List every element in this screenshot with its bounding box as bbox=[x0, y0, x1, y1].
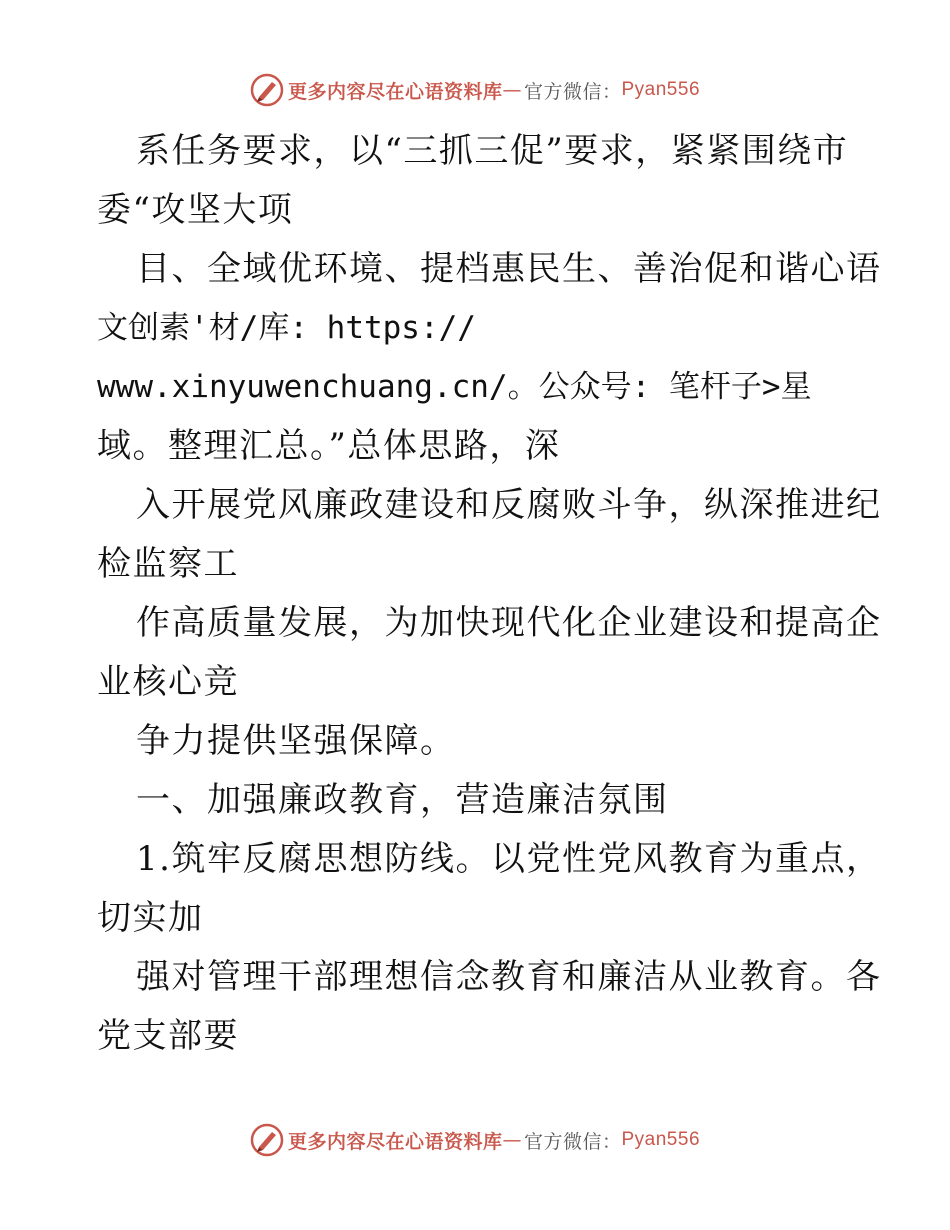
text-line: 强对管理干部理想信念教育和廉洁从业教育。各 bbox=[136, 957, 882, 997]
text-line: 争力提供坚强保障。 bbox=[136, 721, 456, 761]
text-line: www.xinyuwenchuang.cn/。公众号: 笔杆子>星 bbox=[97, 369, 812, 405]
text-line: 切实加 bbox=[97, 898, 204, 938]
text-line: 一、加强廉政教育，营造廉洁氛围 bbox=[136, 780, 669, 820]
watermark-dash: — bbox=[502, 79, 522, 101]
text-line: 系任务要求，以“三抓三促”要求，紧紧围绕市 bbox=[136, 131, 849, 171]
text-line: 入开展党风廉政建设和反腐败斗争，纵深推进纪 bbox=[136, 485, 882, 525]
watermark-wechat-id: Pyan556 bbox=[621, 1129, 701, 1150]
text-line: 1.筑牢反腐思想防线。以党性党风教育为重点， bbox=[136, 839, 882, 879]
text-line: 目、全域优环境、提档惠民生、善治促和谐心语 bbox=[136, 249, 882, 289]
watermark-wechat-id: Pyan556 bbox=[621, 79, 701, 100]
watermark-wechat-label: 官方微信： bbox=[523, 1130, 622, 1153]
text-line: 党支部要 bbox=[97, 1016, 239, 1056]
text-line: 检监察工 bbox=[97, 544, 239, 584]
text-line: 委“攻坚大项 bbox=[97, 190, 294, 230]
pen-logo-icon bbox=[250, 73, 284, 107]
footer-watermark bbox=[0, 1120, 950, 1160]
watermark-title: 更多内容尽在心语资料库 bbox=[287, 80, 503, 103]
document-body bbox=[97, 122, 882, 1066]
text-line: 业核心竞 bbox=[97, 662, 239, 702]
pen-logo-icon bbox=[250, 1123, 284, 1157]
watermark-dash: — bbox=[502, 1129, 522, 1151]
watermark-title: 更多内容尽在心语资料库 bbox=[287, 1130, 503, 1153]
watermark-wechat-label: 官方微信： bbox=[523, 80, 622, 103]
text-line: 文创素'材/库: https:// bbox=[97, 310, 476, 346]
header-watermark bbox=[0, 70, 950, 110]
text-line: 域。整理汇总。”总体思路，深 bbox=[97, 426, 561, 466]
text-line: 作高质量发展，为加快现代化企业建设和提高企 bbox=[136, 603, 882, 643]
